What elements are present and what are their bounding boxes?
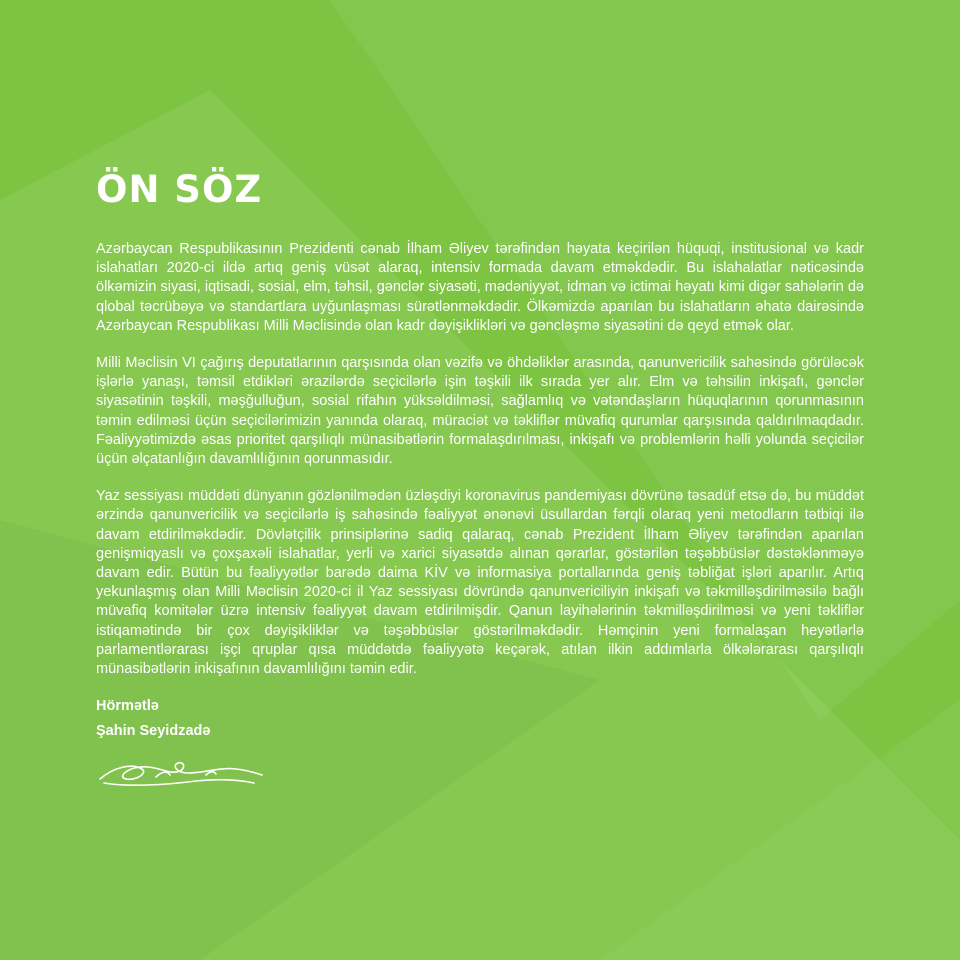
document-page — [96, 170, 864, 793]
signature-image — [96, 753, 266, 793]
paragraph-2: Milli Məclisin VI çağırış deputatlarının qarşısında olan vəzifə və öhdəliklər arasında, qanunvericilik sahəsində görüləcək işlərlə yanaşı, təmsil etdikləri ərazilərdə seçicilərlə işin təşkili ilk sırada yer alır. Elm və təhsilin inkişafı, gənclər siyasətinin təşkili, məşğulluğun, sosial rifahın yüksəldilməsi, sağlamlıq və vətəndaşların hüquqlarının qorunmasının təmin edilməsi üçün seçicilərimizin yanında olaraq, müraciət və təkliflər müvafiq qurumlar qarşısında qaldırılmaqdadır. Fəaliyyətimizdə əsas prioritet qarşılıqlı münasibətlərin formalaşdırılması, inkişafı və problemlərin həlli yolunda seçicilər üçün əlçatanlığın davamlılığının qorunmasıdır. — [96, 355, 864, 468]
closing-salutation: Hörmətlə — [96, 698, 159, 715]
paragraph-1: Azərbaycan Respublikasının Prezidenti cənab İlham Əliyev tərəfindən həyata keçirilən hüquqi, institusional və kadr islahatları 2020-ci ildə artıq geniş vüsət alaraq, intensiv formada davam etməkdədir. Bu islahalatlar nəticəsində ölkəmizin siyasi, iqtisadi, sosial, elm, təhsil, gənclər siyasəti, mədəniyyət, idman və ictimai həyatı kimi digər sahələrin də qlobal təcrübəyə və standartlara uyğunlaşması sürətlənməkdədir. Ölkəmizdə aparılan bu islahatların əhatə dairəsində Azərbaycan Respublikası Milli Məclisində olan kadr dəyişiklikləri və gəncləşmə siyasətini də qeyd etmək olar. — [96, 241, 864, 334]
paragraph-3: Yaz sessiyası müddəti dünyanın gözlənilmədən üzləşdiyi koronavirus pandemiyası dövrünə təsadüf etsə də, bu müddət ərzində qanunvericilik və seçicilərlə iş sahəsində fəaliyyət ənənəvi üsullardan fərqli olaraq yeni metodların tətbiqi ilə davam etdirilməkdədir. Dövlətçilik prinsiplərinə sadiq qalaraq, cənab Prezident İlham Əliyev tərəfindən aparılan genişmiqyaslı və çoxşaxəli islahatlar, yerli və xarici siyasətdə alınan qərarlar, göstərilən təşəbbüslər dəstəklənməyə davam edir. Bütün bu fəaliyyətlər barədə daima KİV və informasiya portallarında geniş təbliğat işləri aparılır. Artıq yekunlaşmış olan Milli Məclisin 2020-ci il Yaz sessiyası dövründə qanunvericiliyin inkişafı və təkmilləşdirilməsilə bağlı müvafiq komitələr üzrə intensiv fəaliyyət davam etdirilmişdir. Qanun layihələrinin təkmilləşdirilməsi və yeni təkliflər istiqamətində bir çox dəyişikliklər və təşəbbüslər göstərilməkdədir. Həmçinin yeni formalaşan heyətlərlə parlamentlərarası işçi qruplar qısa müddətdə fəaliyyətə keçərək, atılan ilkin addımlarla ölkələrarası qarşılıqlı münasibətlərin inkişafının davamlılığını təmin edir. — [96, 488, 864, 678]
page-title: ÖN SÖZ — [96, 168, 263, 211]
author-name: Şahin Seyidzadə — [96, 723, 211, 740]
